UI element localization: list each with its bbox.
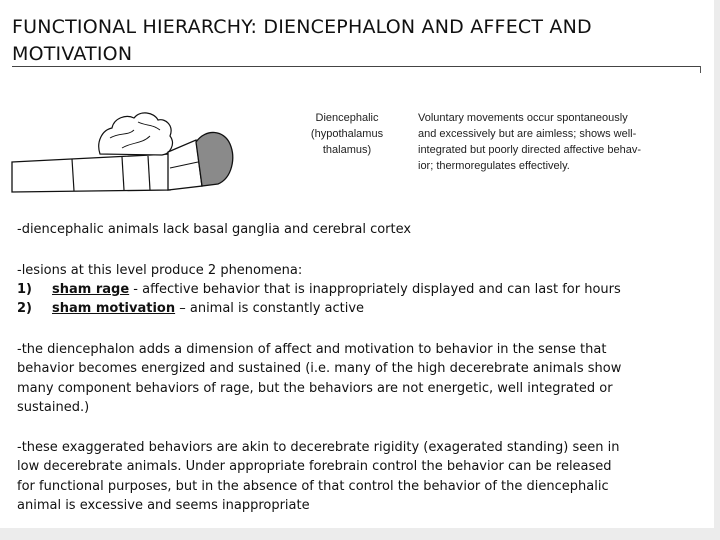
list-item-text: – animal is constantly active: [175, 301, 365, 316]
paragraph-line: behavior becomes energized and sustained (i.e. many of the high decerebrate animals show: [17, 361, 622, 377]
figure-description-line: integrated but poorly directed affective behav-: [418, 144, 641, 156]
lesions-heading: -lesions at this level produce 2 phenomena:: [17, 263, 303, 278]
brainstem-tube: [12, 154, 170, 192]
brain-diagram: [10, 92, 280, 207]
title-underline: [12, 66, 700, 67]
list-item: [17, 280, 621, 299]
paragraph-line: low decerebrate animals. Under appropriate forebrain control the behavior can be released: [17, 459, 612, 475]
term-sham-motivation: sham motivation: [52, 301, 176, 316]
paragraph-line: -the diencephalon adds a dimension of affect and motivation to behavior in the sense that: [17, 342, 607, 357]
figure-description-line: Voluntary movements occur spontaneously: [418, 112, 628, 124]
list-item-text: - affective behavior that is inappropriately displayed and can last for hours: [129, 282, 621, 297]
list-item-number: 2): [17, 301, 32, 316]
paragraph-line: for functional purposes, but in the absence of that control the behavior of the diencephalic: [17, 478, 609, 494]
paragraph-line: -these exaggerated behaviors are akin to decerebrate rigidity (exagerated standing) seen in: [17, 440, 620, 455]
paragraph-affect-motivation: [17, 340, 717, 417]
paragraph-line: sustained.): [17, 399, 90, 415]
figure-label-line: thalamus): [322, 144, 372, 156]
title-line-1: FUNCTIONAL HIERARCHY: DIENCEPHALON AND AFFECT AND: [12, 16, 592, 38]
term-sham-rage: sham rage: [52, 282, 130, 297]
cerebellum: [99, 113, 173, 155]
slide-title: [12, 14, 592, 68]
figure-label: [292, 110, 402, 158]
figure-description-line: ior; thermoregulates effectively.: [418, 160, 570, 172]
figure-label-line: Diencephalic: [315, 112, 379, 124]
paragraph-exaggerated-behaviors: [17, 438, 717, 515]
figure-label-line: (hypothalamus: [310, 128, 384, 140]
figure-description-line: and excessively but are aimless; shows well-: [418, 128, 637, 140]
intro-line: -diencephalic animals lack basal ganglia and cerebral cortex: [17, 222, 412, 237]
list-item-number: 1): [17, 282, 32, 297]
paragraph-line: animal is excessive and seems inappropriate: [17, 497, 310, 513]
diencephalon-shaded: [196, 132, 233, 186]
paragraph-line: many component behaviors of rage, but the behaviors are not energetic, well integrated or: [17, 380, 613, 396]
list-item: [17, 299, 364, 318]
title-underline-end: [686, 66, 701, 73]
figure-description: [418, 110, 718, 174]
title-line-2: MOTIVATION: [12, 43, 133, 65]
